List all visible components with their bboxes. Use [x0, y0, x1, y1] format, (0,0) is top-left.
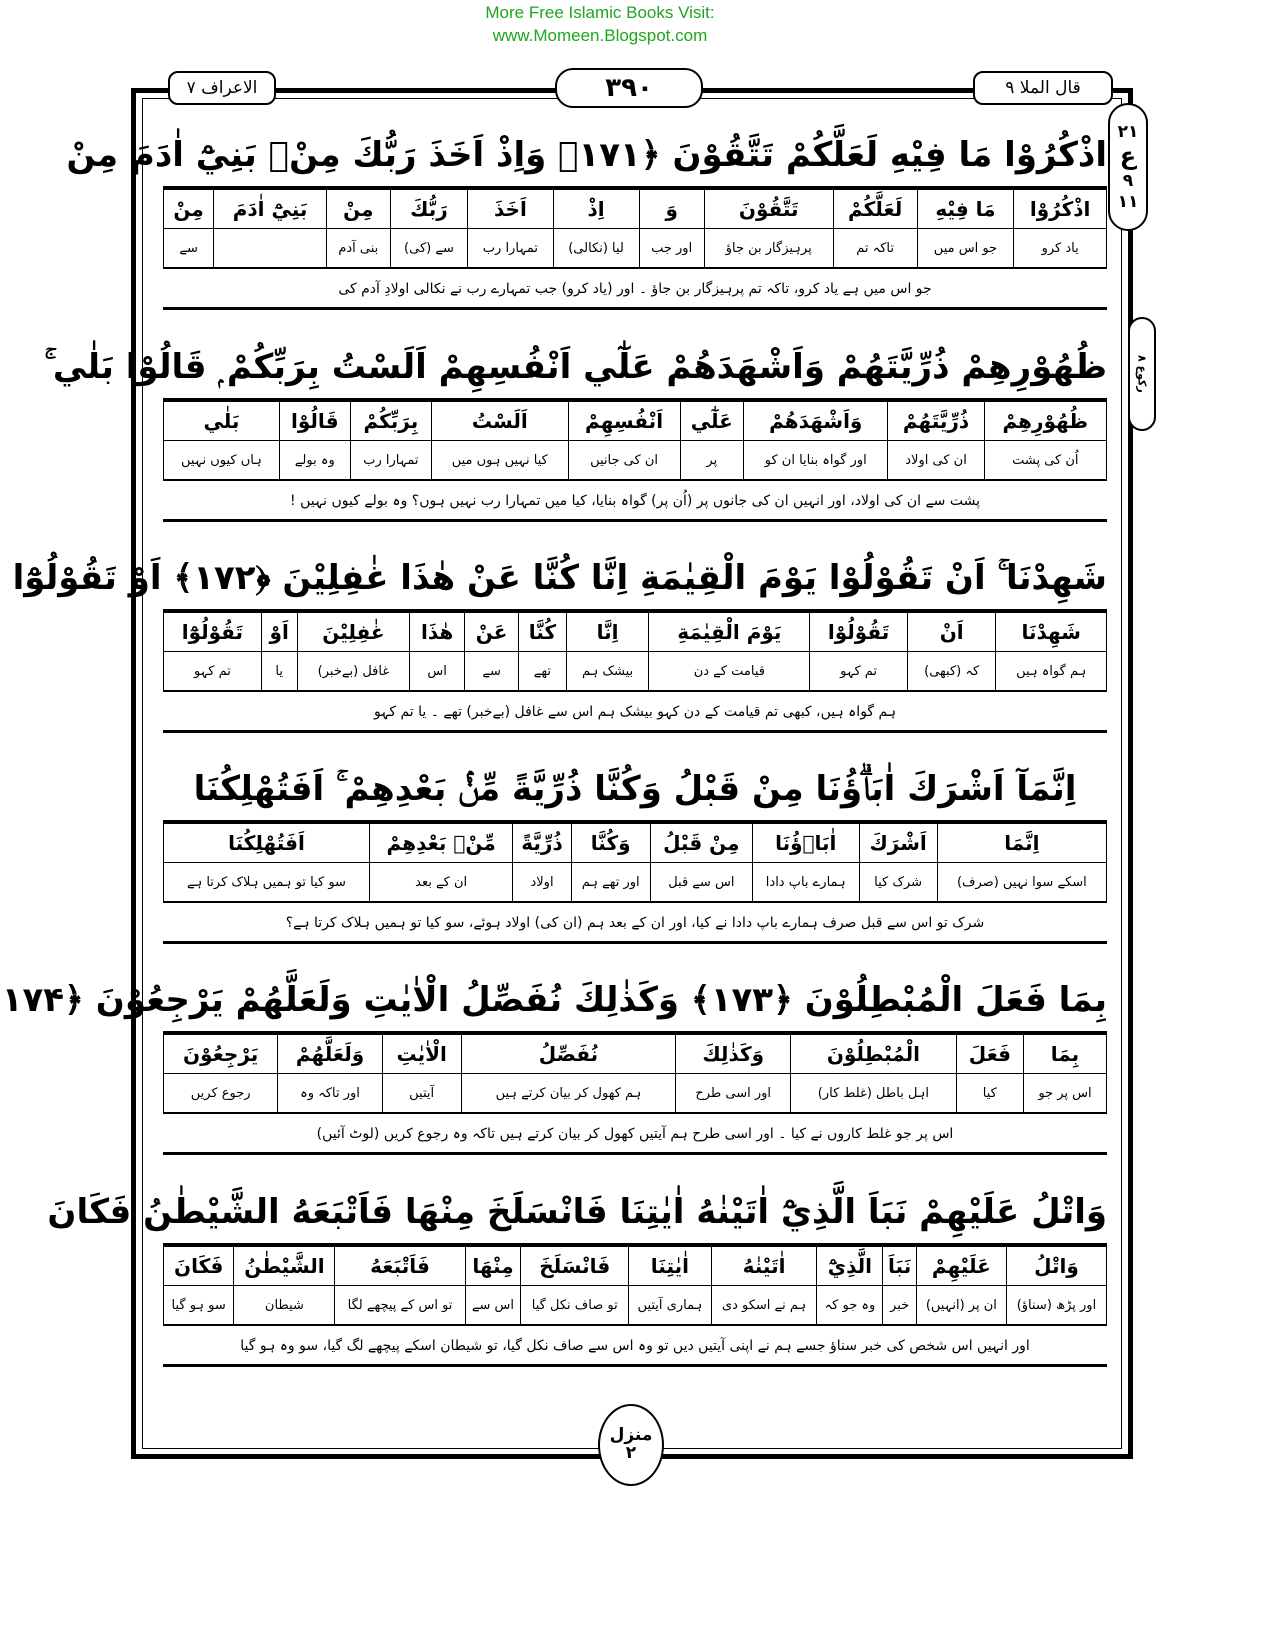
urdu-meaning: اس	[410, 652, 465, 691]
arabic-word: بِرَبِّكُمْ	[350, 402, 431, 441]
arabic-word: اَوْ	[261, 613, 297, 652]
urdu-meaning: آیتیں	[382, 1074, 461, 1113]
arabic-word: وَكُنَّا	[571, 824, 650, 863]
urdu-meaning: جو اس میں	[917, 229, 1014, 268]
arabic-word: الَّذِيْٓ	[817, 1247, 883, 1286]
arabic-word: وَكَذٰلِكَ	[676, 1035, 791, 1074]
urdu-meaning: اور گواہ بنایا ان کو	[744, 441, 888, 480]
urdu-meaning: یاد کرو	[1014, 229, 1107, 268]
urdu-meaning: سے (کی)	[390, 229, 468, 268]
urdu-meaning: تاکہ تم	[833, 229, 917, 268]
arabic-word: الْمُبْطِلُوْنَ	[791, 1035, 957, 1074]
ruku-marker-top: ۲۱	[1117, 122, 1139, 143]
arabic-word: ذُرِّيَّتَهُمْ	[888, 402, 984, 441]
manzil-label: منزل	[609, 1425, 653, 1446]
verse-block	[12, 546, 1107, 733]
verse-block	[47, 1180, 1107, 1367]
urdu-meaning: ان کی اولاد	[888, 441, 984, 480]
arabic-word: قَالُوْا	[279, 402, 350, 441]
promo-line-1: More Free Islamic Books Visit:	[485, 3, 715, 22]
urdu-meaning: ہم نے اسکو دی	[711, 1286, 817, 1325]
urdu-meaning: کیا نہیں ہوں میں	[432, 441, 569, 480]
urdu-meaning: شرک کیا	[859, 863, 937, 902]
ruku-marker-bottom: ۱۱	[1117, 191, 1139, 212]
arabic-word: اٰبَاۗؤُنَا	[752, 824, 859, 863]
urdu-meaning: اسکے سوا نہیں (صرف)	[937, 863, 1106, 902]
arabic-word: بَنِيْٓ اٰدَمَ	[214, 190, 327, 229]
urdu-meaning: ہم گواہ ہیں	[996, 652, 1107, 691]
arabic-verse: شَهِدْنَا ۚ اَنْ تَقُوْلُوْا يَوْمَ الْقِيٰمَةِ اِنَّا كُنَّا عَنْ هٰذَا غٰفِلِيْنَ ﴿۱۷۲﴾ اَوْ تَقُوْلُوْٓا	[163, 546, 1107, 612]
arabic-verse: وَاتْلُ عَلَيْهِمْ نَبَاَ الَّذِيْٓ اٰتَيْنٰهُ اٰيٰتِنَا فَانْسَلَخَ مِنْهَا فَاَتْبَعَهُ الشَّيْطٰنُ فَكَانَ	[163, 1180, 1107, 1246]
arabic-word: اَشْرَكَ	[859, 824, 937, 863]
verse-block	[163, 757, 1107, 944]
arabic-word: اَلَسْتُ	[432, 402, 569, 441]
urdu-meaning: اور جب	[639, 229, 704, 268]
word-by-word-table	[163, 189, 1107, 268]
word-by-word-table	[163, 823, 1107, 902]
arabic-word: الْاٰيٰتِ	[382, 1035, 461, 1074]
ruku-side-label: رکوع ۸	[1128, 317, 1156, 431]
arabic-word: نُفَصِّلُ	[461, 1035, 676, 1074]
arabic-word: اٰتَيْنٰهُ	[711, 1247, 817, 1286]
arabic-word: اٰيٰتِنَا	[629, 1247, 712, 1286]
ain-icon: ع	[1119, 142, 1137, 171]
arabic-word: اَفَتُهْلِكُنَا	[164, 824, 370, 863]
urdu-meaning: وہ بولے	[279, 441, 350, 480]
urdu-meaning: لیا (نکالی)	[553, 229, 639, 268]
urdu-meaning: اس سے قبل	[650, 863, 752, 902]
manzil-badge	[598, 1404, 664, 1486]
word-by-word-table	[163, 612, 1107, 691]
urdu-meaning: سو کیا تو ہمیں ہلاک کرتا ہے	[164, 863, 370, 902]
promo-link[interactable]: www.Momeen.Blogspot.com	[492, 26, 708, 45]
urdu-translation: اور انہیں اس شخص کی خبر سناؤ جسے ہم نے اپنی آیتیں دیں تو وہ اس سے صاف نکل گیا، تو شیطان اسکے پیچھے لگ گیا، سو وہ ہو گیا	[163, 1325, 1107, 1367]
urdu-meaning: خبر	[883, 1286, 916, 1325]
urdu-meaning: اور پڑھ (سناؤ)	[1006, 1286, 1106, 1325]
urdu-translation: پشت سے ان کی اولاد، اور انہیں ان کی جانوں پر (اُن پر) گواہ بنایا، کیا میں تمہارا رب نہیں ہوں؟ وہ بولے کیوں نہیں !	[163, 480, 1107, 522]
urdu-meaning: تمہارا رب	[350, 441, 431, 480]
urdu-meaning: ان پر (انہیں)	[916, 1286, 1006, 1325]
verse-block	[44, 335, 1107, 522]
urdu-meaning: ہمارے باپ دادا	[752, 863, 859, 902]
arabic-word: اَخَذَ	[468, 190, 553, 229]
arabic-word: وَاتْلُ	[1006, 1247, 1106, 1286]
urdu-meaning: کیا	[956, 1074, 1023, 1113]
arabic-word: تَقُوْلُوْا	[810, 613, 908, 652]
para-label: قال الملا ۹	[973, 71, 1113, 105]
arabic-word: ذُرِّيَّةً	[513, 824, 571, 863]
urdu-meaning: پرہیزگار بن جاؤ	[704, 229, 833, 268]
arabic-word: بَلٰي	[164, 402, 280, 441]
arabic-word: وَ	[639, 190, 704, 229]
urdu-meaning: سو ہو گیا	[164, 1286, 234, 1325]
arabic-word: يَرْجِعُوْنَ	[164, 1035, 278, 1074]
urdu-meaning: اس پر جو	[1023, 1074, 1106, 1113]
urdu-meaning: پر	[680, 441, 744, 480]
word-by-word-table	[163, 401, 1107, 480]
urdu-meaning: ہاں کیوں نہیں	[164, 441, 280, 480]
urdu-meaning: اور اسی طرح	[676, 1074, 791, 1113]
urdu-meaning: تم کہو	[164, 652, 262, 691]
urdu-meaning: کہ (کبھی)	[907, 652, 995, 691]
urdu-meaning: اُن کی پشت	[984, 441, 1106, 480]
arabic-word: مِنْ	[164, 190, 214, 229]
urdu-meaning: اور تھے ہم	[571, 863, 650, 902]
arabic-word: مَا فِيْهِ	[917, 190, 1014, 229]
arabic-word: مِّنْۢ بَعْدِهِمْ	[369, 824, 512, 863]
surah-label: الاعراف ۷	[168, 71, 276, 105]
arabic-verse: اِنَّمَآ اَشْرَكَ اٰبَاۗؤُنَا مِنْ قَبْلُ وَكُنَّا ذُرِّيَّةً مِّنْۢ بَعْدِهِمْ ۚ اَفَتُهْلِكُنَا	[163, 757, 1107, 823]
arabic-word: اِذْ	[553, 190, 639, 229]
arabic-word: عَلٰٓي	[680, 402, 744, 441]
arabic-word: اِنَّا	[566, 613, 649, 652]
word-by-word-table	[163, 1034, 1107, 1113]
arabic-word: نَبَاَ	[883, 1247, 916, 1286]
urdu-meaning: تو صاف نکل گیا	[521, 1286, 629, 1325]
arabic-word: فَاَتْبَعَهُ	[335, 1247, 465, 1286]
arabic-word: فَكَانَ	[164, 1247, 234, 1286]
urdu-meaning: یا	[261, 652, 297, 691]
urdu-meaning: ہماری آیتیں	[629, 1286, 712, 1325]
urdu-meaning: ہم کھول کر بیان کرتے ہیں	[461, 1074, 676, 1113]
arabic-word: فَعَلَ	[956, 1035, 1023, 1074]
arabic-verse: ظُهُوْرِهِمْ ذُرِّيَّتَهُمْ وَاَشْهَدَهُمْ عَلٰٓي اَنْفُسِهِمْ اَلَسْتُ بِرَبِّكُمْ ۭ قَالُوْا بَلٰي ۚ	[163, 335, 1107, 401]
arabic-word: اذْكُرُوْا	[1014, 190, 1107, 229]
arabic-word: رَبُّكَ	[390, 190, 468, 229]
arabic-word: بِمَا	[1023, 1035, 1106, 1074]
page-number: ۳۹۰	[555, 68, 703, 108]
arabic-word: مِنْ قَبْلُ	[650, 824, 752, 863]
arabic-verse: بِمَا فَعَلَ الْمُبْطِلُوْنَ ﴿۱۷۳﴾ وَكَذٰلِكَ نُفَصِّلُ الْاٰيٰتِ وَلَعَلَّهُمْ يَرْجِعُوْنَ ﴿۱۷۴	[163, 968, 1107, 1034]
urdu-meaning: تم کہو	[810, 652, 908, 691]
urdu-meaning: تو اس کے پیچھے لگا	[335, 1286, 465, 1325]
urdu-meaning: قیامت کے دن	[649, 652, 810, 691]
arabic-word: اِنَّمَا	[937, 824, 1106, 863]
arabic-word: ظُهُوْرِهِمْ	[984, 402, 1106, 441]
arabic-word: كُنَّا	[519, 613, 567, 652]
arabic-word: اَنْفُسِهِمْ	[568, 402, 680, 441]
arabic-word: لَعَلَّكُمْ	[833, 190, 917, 229]
urdu-meaning: بنی آدم	[326, 229, 390, 268]
arabic-word: مِنْهَا	[465, 1247, 521, 1286]
urdu-translation: جو اس میں ہے یاد کرو، تاکہ تم پرہیزگار بن جاؤ ۔ اور (یاد کرو) جب تمہارے رب نے نکالی اولادِ آدم کی	[163, 268, 1107, 310]
urdu-meaning: تھے	[519, 652, 567, 691]
arabic-word: عَنْ	[465, 613, 519, 652]
urdu-meaning: اہل باطل (غلط کار)	[791, 1074, 957, 1113]
arabic-word: تَقُوْلُوْٓا	[164, 613, 262, 652]
urdu-meaning: ان کی جانیں	[568, 441, 680, 480]
urdu-meaning: تمہارا رب	[468, 229, 553, 268]
urdu-meaning: رجوع کریں	[164, 1074, 278, 1113]
arabic-word: تَتَّقُوْنَ	[704, 190, 833, 229]
urdu-meaning: شیطان	[234, 1286, 335, 1325]
urdu-meaning: بیشک ہم	[566, 652, 649, 691]
ruku-marker-mid: ۹	[1122, 171, 1134, 192]
arabic-word: مِنْ	[326, 190, 390, 229]
urdu-meaning: ان کے بعد	[369, 863, 512, 902]
verse-block	[1, 968, 1107, 1155]
verse-block	[66, 123, 1107, 310]
urdu-meaning: اور تاکہ وہ	[278, 1074, 382, 1113]
arabic-verse: اذْكُرُوْا مَا فِيْهِ لَعَلَّكُمْ تَتَّقُوْنَ ﴿۱۷۱﴾ وَاِذْ اَخَذَ رَبُّكَ مِنْۢ بَنِيْٓ اٰدَمَ مِنْ	[163, 123, 1107, 189]
arabic-word: فَانْسَلَخَ	[521, 1247, 629, 1286]
urdu-meaning: غافل (بےخبر)	[297, 652, 410, 691]
urdu-meaning: سے	[164, 229, 214, 268]
manzil-number: ۲	[625, 1443, 637, 1463]
urdu-meaning: وہ جو کہ	[817, 1286, 883, 1325]
urdu-meaning: سے	[465, 652, 519, 691]
arabic-word: غٰفِلِيْنَ	[297, 613, 410, 652]
urdu-meaning: اس سے	[465, 1286, 521, 1325]
urdu-translation: ہم گواہ ہیں، کبھی تم قیامت کے دن کہو بیشک ہم اس سے غافل (بےخبر) تھے ۔ یا تم کہو	[163, 691, 1107, 733]
arabic-word: عَلَيْهِمْ	[916, 1247, 1006, 1286]
arabic-word: اَنْ	[907, 613, 995, 652]
arabic-word: وَلَعَلَّهُمْ	[278, 1035, 382, 1074]
arabic-word: يَوْمَ الْقِيٰمَةِ	[649, 613, 810, 652]
ruku-marker	[1108, 103, 1148, 231]
urdu-meaning	[214, 229, 327, 268]
arabic-word: وَاَشْهَدَهُمْ	[744, 402, 888, 441]
arabic-word: شَهِدْنَا	[996, 613, 1107, 652]
arabic-word: هٰذَا	[410, 613, 465, 652]
urdu-translation: اس پر جو غلط کاروں نے کیا ۔ اور اسی طرح ہم آیتیں کھول کر بیان کرتے ہیں تاکہ وہ رجوع کریں (لوٹ آئیں)	[163, 1113, 1107, 1155]
urdu-meaning: اولاد	[513, 863, 571, 902]
urdu-translation: شرک تو اس سے قبل صرف ہمارے باپ دادا نے کیا، اور ان کے بعد ہم (ان کی) اولاد ہوئے، سو کیا تو ہمیں ہلاک کرتا ہے؟	[163, 902, 1107, 944]
arabic-word: الشَّيْطٰنُ	[234, 1247, 335, 1286]
word-by-word-table	[163, 1246, 1107, 1325]
